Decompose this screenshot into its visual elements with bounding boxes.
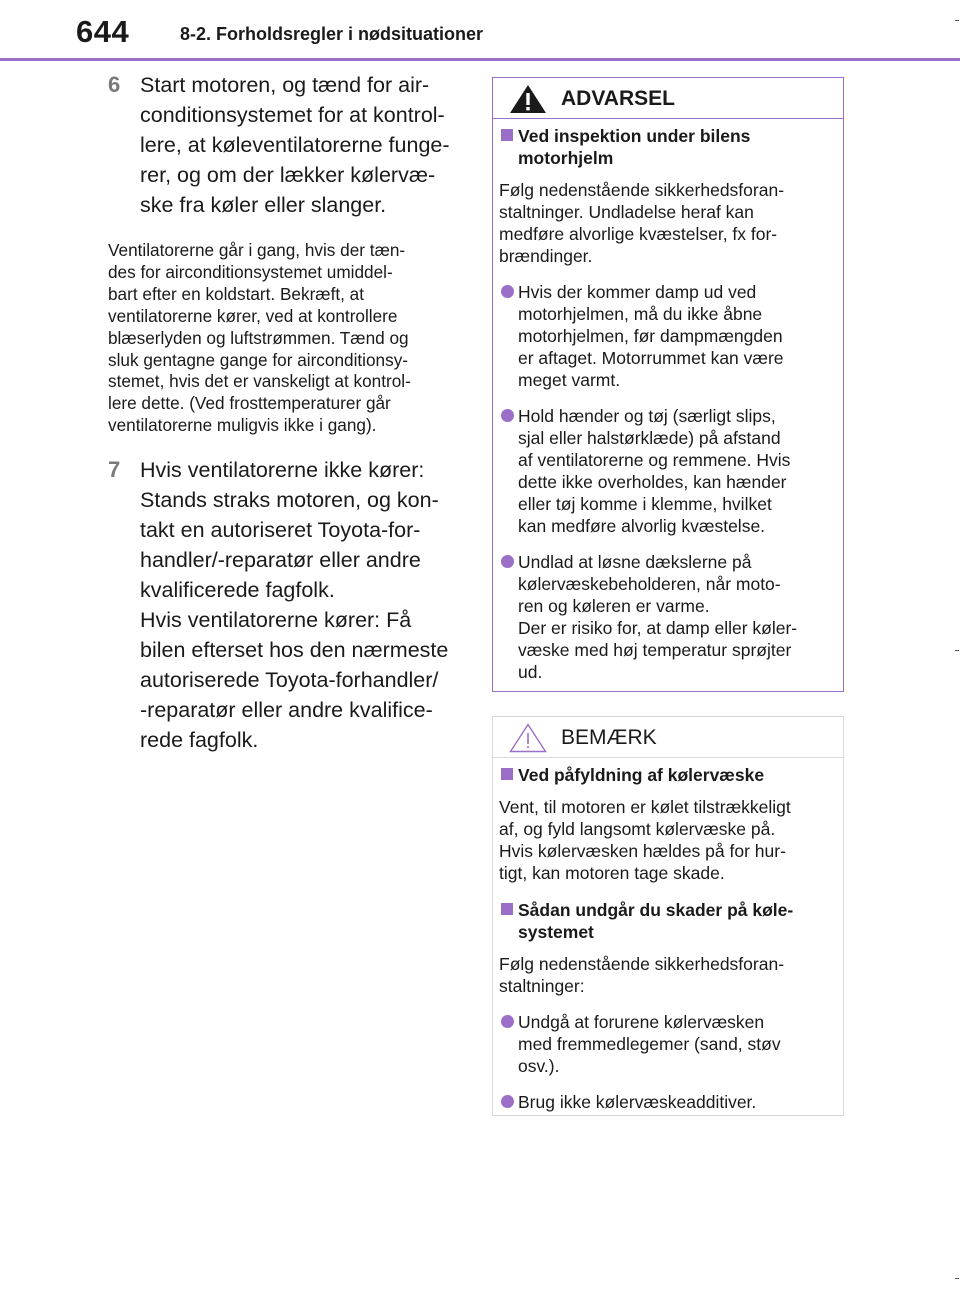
warning-bullet: Hvis der kommer damp ud ved motorhjelmen, må du ikke åbne motorhjelmen, før dampmængden er aftaget. Motorrummet kan være meget varmt.	[499, 281, 843, 391]
step-text-line: Start motoren, og tænd for air-	[140, 73, 430, 97]
note-line: ventilatorerne kører, ved at kontrollere	[108, 305, 398, 326]
step-text-line: rer, og om der lækker kølervæ-	[140, 163, 436, 187]
notice-bullet: Undgå at forurene kølervæsken med fremmedlegemer (sand, støv osv.).	[499, 1011, 843, 1077]
notice-title: BEMÆRK	[561, 726, 657, 749]
step-text-line: -reparatør eller andre kvalifice-	[140, 698, 433, 723]
page-header	[0, 0, 960, 62]
note-line: des for airconditionsystemet umiddel-	[108, 261, 393, 282]
step-6	[108, 70, 460, 220]
round-bullet-icon	[501, 409, 514, 422]
step-text-line: handler/-reparatør eller andre	[140, 548, 421, 573]
round-bullet-icon	[501, 555, 514, 568]
step-text-line: ske fra køler eller slanger.	[140, 193, 387, 217]
step-number: 7	[108, 457, 121, 483]
step-text-line: lere, at køleventilatorerne funge-	[140, 133, 450, 157]
note-line: sluk gentagne gange for airconditionsy-	[108, 349, 409, 370]
note-line: lere dette. (Ved frosttemperaturer går	[108, 393, 391, 414]
warning-triangle-icon	[509, 84, 547, 114]
warning-box	[492, 77, 844, 692]
notice-heading: Ved påfyldning af kølervæske	[499, 764, 843, 786]
section-title: 8-2. Forholdsregler i nødsituationer	[180, 24, 484, 44]
ventilator-note	[108, 240, 460, 437]
step-text-line: autoriserede Toyota-forhandler/	[140, 668, 439, 693]
warning-bullet: Undlad at løsne dækslerne på kølervæskebeholderen, når moto- ren og køleren er varme. Der er risiko for, at damp eller køler- væske med høj temperatur sprøjter ud.	[499, 551, 843, 683]
notice-bullet: Brug ikke kølervæskeadditiver.	[499, 1091, 843, 1113]
notice-body: Følg nedenstående sikkerhedsforan- staltninger:	[499, 954, 785, 996]
caution-triangle-icon	[509, 723, 547, 753]
step-text-line: Hvis ventilatorerne kører: Få	[140, 608, 412, 633]
round-bullet-icon	[501, 1015, 514, 1028]
edge-mark	[955, 650, 959, 651]
step-text-line: takt en autoriseret Toyota-for-	[140, 518, 421, 543]
square-bullet-icon	[501, 903, 513, 915]
notice-box	[492, 716, 844, 1116]
warning-header	[493, 78, 843, 119]
round-bullet-icon	[501, 285, 514, 298]
step-text-line: rede fagfolk.	[140, 728, 259, 753]
notice-body: Vent, til motoren er kølet tilstrækkeligt af, og fyld langsomt kølervæske på. Hvis kølervæsken hældes på for hur- tigt, kan motoren tage skade.	[499, 797, 791, 883]
note-line: bart efter en koldstart. Bekræft, at	[108, 283, 365, 304]
header-rule	[0, 58, 960, 61]
page-number: 644	[76, 14, 130, 49]
note-line: Ventilatorerne går i gang, hvis der tæn-	[108, 240, 406, 260]
left-column	[108, 70, 460, 755]
square-bullet-icon	[501, 768, 513, 780]
notice-header	[493, 717, 843, 758]
warning-bullet: Hold hænder og tøj (særligt slips, sjal eller halstørklæde) på afstand af ventilatorerne og remmene. Hvis dette ikke overholdes, kan hænder eller tøj komme i klemme, hvilket kan medføre alvorlig kvæstelse.	[499, 405, 843, 537]
step-text-line: conditionsystemet for at kontrol-	[140, 103, 445, 127]
step-text-line: bilen efterset hos den nærmeste	[140, 638, 449, 663]
round-bullet-icon	[501, 1095, 514, 1108]
edge-mark	[955, 1278, 959, 1279]
square-bullet-icon	[501, 129, 513, 141]
note-line: ventilatorerne muligvis ikke i gang).	[108, 415, 377, 436]
edge-mark	[955, 20, 959, 21]
step-7	[108, 455, 460, 755]
step-text-line: Hvis ventilatorerne ikke kører:	[140, 458, 425, 483]
warning-intro: Følg nedenstående sikkerhedsforan- staltninger. Undladelse heraf kan medføre alvorlige kvæstelser, fx for- brændinger.	[499, 180, 785, 266]
warning-title: ADVARSEL	[561, 87, 675, 110]
notice-heading: Sådan undgår du skader på køle- systemet	[499, 899, 843, 943]
warning-heading: Ved inspektion under bilens motorhjelm	[499, 125, 843, 169]
step-text-line: Stands straks motoren, og kon-	[140, 488, 439, 513]
step-number: 6	[108, 72, 121, 97]
note-line: stemet, hvis det er vanskeligt at kontrol-	[108, 371, 411, 392]
step-text-line: kvalificerede fagfolk.	[140, 578, 335, 603]
note-line: blæserlyden og luftstrømmen. Tænd og	[108, 327, 409, 348]
